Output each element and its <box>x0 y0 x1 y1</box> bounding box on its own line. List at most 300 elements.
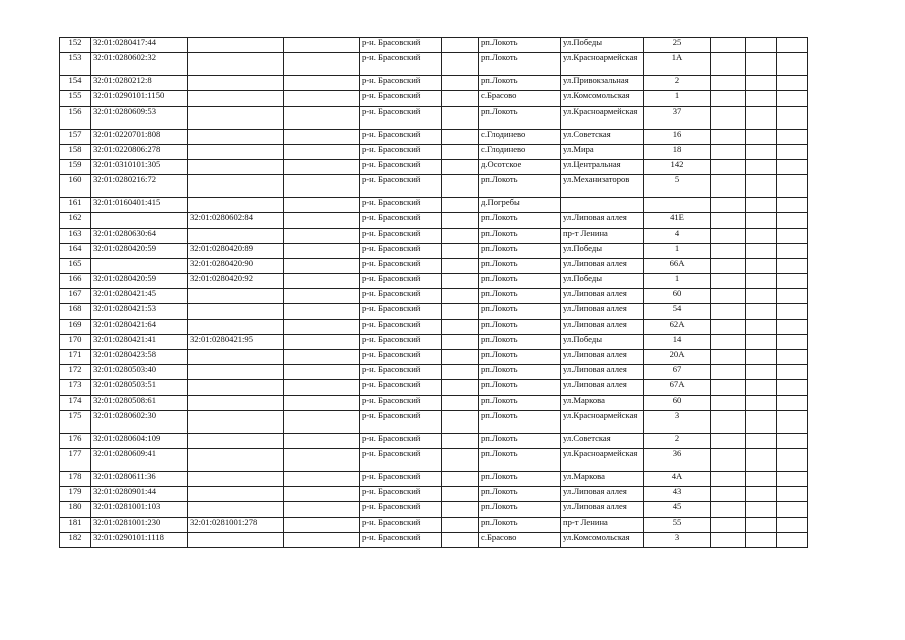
empty-cell <box>777 289 808 304</box>
cadastral-number: 32:01:0280216:72 <box>91 175 188 198</box>
cadastral-number: 32:01:0280604:109 <box>91 433 188 448</box>
cadastral-number-2 <box>188 106 284 129</box>
row-number: 154 <box>60 76 91 91</box>
row-number: 168 <box>60 304 91 319</box>
empty-cell <box>711 433 746 448</box>
street-cell: ул.Липовая аллея <box>561 380 644 395</box>
cadastral-number: 32:01:0280421:45 <box>91 289 188 304</box>
table-row <box>60 471 808 486</box>
district-cell: р-н. Брасовский <box>360 198 442 213</box>
empty-cell <box>442 129 479 144</box>
row-number: 171 <box>60 350 91 365</box>
street-cell: ул.Красноармейская <box>561 53 644 76</box>
empty-cell <box>442 289 479 304</box>
cadastral-number-2: 32:01:0281001:278 <box>188 517 284 532</box>
empty-cell <box>442 53 479 76</box>
empty-cell <box>711 144 746 159</box>
empty-cell <box>746 410 777 433</box>
empty-cell <box>711 448 746 471</box>
table-row <box>60 274 808 289</box>
cadastral-number-2: 32:01:0280420:89 <box>188 243 284 258</box>
empty-cell <box>777 365 808 380</box>
empty-cell <box>777 198 808 213</box>
table-row <box>60 175 808 198</box>
table-row <box>60 258 808 273</box>
empty-cell <box>777 76 808 91</box>
table-row <box>60 380 808 395</box>
street-cell: ул.Комсомольская <box>561 532 644 547</box>
cadastral-number: 32:01:0280609:53 <box>91 106 188 129</box>
table-row <box>60 395 808 410</box>
cadastral-number: 32:01:0280503:51 <box>91 380 188 395</box>
empty-cell <box>746 159 777 174</box>
table-row <box>60 91 808 106</box>
empty-cell <box>777 258 808 273</box>
house-number: 66А <box>644 258 711 273</box>
locality-cell: рп.Локоть <box>479 471 561 486</box>
empty-cell <box>746 532 777 547</box>
cadastral-number: 32:01:0220806:278 <box>91 144 188 159</box>
locality-cell: д.Погребы <box>479 198 561 213</box>
house-number: 54 <box>644 304 711 319</box>
empty-cell <box>777 334 808 349</box>
cadastral-number: 32:01:0280420:59 <box>91 243 188 258</box>
empty-cell <box>746 243 777 258</box>
house-number: 41Е <box>644 213 711 228</box>
empty-cell <box>442 395 479 410</box>
empty-cell <box>711 289 746 304</box>
empty-cell <box>442 91 479 106</box>
cadastral-number: 32:01:0280421:41 <box>91 334 188 349</box>
empty-cell <box>746 76 777 91</box>
empty-cell <box>442 76 479 91</box>
empty-cell <box>284 289 360 304</box>
table-row <box>60 365 808 380</box>
empty-cell <box>711 159 746 174</box>
empty-cell <box>284 380 360 395</box>
empty-cell <box>746 350 777 365</box>
empty-cell <box>777 175 808 198</box>
empty-cell <box>777 433 808 448</box>
house-number: 4А <box>644 471 711 486</box>
cadastral-number: 32:01:0310101:305 <box>91 159 188 174</box>
empty-cell <box>284 274 360 289</box>
cadastral-number-2 <box>188 144 284 159</box>
empty-cell <box>284 159 360 174</box>
empty-cell <box>777 144 808 159</box>
cadastral-number-2 <box>188 532 284 547</box>
street-cell: пр-т Ленина <box>561 517 644 532</box>
empty-cell <box>711 350 746 365</box>
district-cell: р-н. Брасовский <box>360 487 442 502</box>
empty-cell <box>711 274 746 289</box>
locality-cell: с.Глодинево <box>479 144 561 159</box>
table-row <box>60 129 808 144</box>
table-row <box>60 159 808 174</box>
locality-cell: рп.Локоть <box>479 410 561 433</box>
house-number: 1А <box>644 53 711 76</box>
locality-cell: рп.Локоть <box>479 319 561 334</box>
empty-cell <box>442 410 479 433</box>
cadastral-number-2 <box>188 350 284 365</box>
empty-cell <box>711 532 746 547</box>
empty-cell <box>746 471 777 486</box>
district-cell: р-н. Брасовский <box>360 517 442 532</box>
row-number: 157 <box>60 129 91 144</box>
cadastral-number: 32:01:0280503:40 <box>91 365 188 380</box>
empty-cell <box>746 258 777 273</box>
cadastral-number-2 <box>188 53 284 76</box>
locality-cell: с.Брасово <box>479 532 561 547</box>
house-number: 3 <box>644 410 711 433</box>
row-number: 158 <box>60 144 91 159</box>
cadastral-number: 32:01:0280508:61 <box>91 395 188 410</box>
row-number: 170 <box>60 334 91 349</box>
empty-cell <box>746 448 777 471</box>
empty-cell <box>746 144 777 159</box>
empty-cell <box>711 334 746 349</box>
cadastral-number-2 <box>188 410 284 433</box>
cadastral-number: 32:01:0281001:230 <box>91 517 188 532</box>
locality-cell: рп.Локоть <box>479 274 561 289</box>
locality-cell: рп.Локоть <box>479 258 561 273</box>
table-row <box>60 334 808 349</box>
house-number: 1 <box>644 91 711 106</box>
empty-cell <box>284 319 360 334</box>
empty-cell <box>442 487 479 502</box>
locality-cell: рп.Локоть <box>479 517 561 532</box>
cadastral-number-2 <box>188 198 284 213</box>
cadastral-number-2 <box>188 159 284 174</box>
house-number: 67 <box>644 365 711 380</box>
empty-cell <box>746 91 777 106</box>
district-cell: р-н. Брасовский <box>360 433 442 448</box>
cadastral-number-2 <box>188 228 284 243</box>
empty-cell <box>777 304 808 319</box>
empty-cell <box>746 502 777 517</box>
cadastral-number: 32:01:0280421:53 <box>91 304 188 319</box>
district-cell: р-н. Брасовский <box>360 228 442 243</box>
empty-cell <box>777 487 808 502</box>
locality-cell: с.Брасово <box>479 91 561 106</box>
empty-cell <box>442 258 479 273</box>
empty-cell <box>777 53 808 76</box>
locality-cell: с.Глодинево <box>479 129 561 144</box>
street-cell: ул.Механизаторов <box>561 175 644 198</box>
house-number: 2 <box>644 76 711 91</box>
empty-cell <box>284 106 360 129</box>
empty-cell <box>711 38 746 53</box>
empty-cell <box>746 334 777 349</box>
table-row <box>60 106 808 129</box>
table-row <box>60 487 808 502</box>
empty-cell <box>284 258 360 273</box>
row-number: 160 <box>60 175 91 198</box>
district-cell: р-н. Брасовский <box>360 53 442 76</box>
empty-cell <box>777 159 808 174</box>
street-cell: ул.Липовая аллея <box>561 319 644 334</box>
street-cell: ул.Красноармейская <box>561 410 644 433</box>
locality-cell: рп.Локоть <box>479 38 561 53</box>
empty-cell <box>442 228 479 243</box>
cadastral-number-2 <box>188 365 284 380</box>
street-cell: ул.Советская <box>561 129 644 144</box>
empty-cell <box>746 129 777 144</box>
street-cell: ул.Липовая аллея <box>561 350 644 365</box>
empty-cell <box>284 76 360 91</box>
locality-cell: рп.Локоть <box>479 380 561 395</box>
district-cell: р-н. Брасовский <box>360 243 442 258</box>
empty-cell <box>777 319 808 334</box>
empty-cell <box>442 213 479 228</box>
table-row <box>60 213 808 228</box>
empty-cell <box>711 76 746 91</box>
house-number: 142 <box>644 159 711 174</box>
empty-cell <box>284 38 360 53</box>
empty-cell <box>284 175 360 198</box>
street-cell: ул.Советская <box>561 433 644 448</box>
house-number: 5 <box>644 175 711 198</box>
district-cell: р-н. Брасовский <box>360 395 442 410</box>
empty-cell <box>284 350 360 365</box>
house-number: 67А <box>644 380 711 395</box>
street-cell: ул.Липовая аллея <box>561 304 644 319</box>
empty-cell <box>777 471 808 486</box>
table-row <box>60 289 808 304</box>
row-number: 177 <box>60 448 91 471</box>
row-number: 166 <box>60 274 91 289</box>
row-number: 175 <box>60 410 91 433</box>
empty-cell <box>284 365 360 380</box>
cadastral-number: 32:01:0280609:41 <box>91 448 188 471</box>
cadastral-number: 32:01:0280602:30 <box>91 410 188 433</box>
empty-cell <box>711 243 746 258</box>
house-number: 20А <box>644 350 711 365</box>
row-number: 167 <box>60 289 91 304</box>
empty-cell <box>746 304 777 319</box>
empty-cell <box>442 350 479 365</box>
district-cell: р-н. Брасовский <box>360 258 442 273</box>
table-row <box>60 319 808 334</box>
street-cell <box>561 198 644 213</box>
empty-cell <box>442 159 479 174</box>
empty-cell <box>711 395 746 410</box>
street-cell: ул.Комсомольская <box>561 91 644 106</box>
empty-cell <box>442 304 479 319</box>
locality-cell: рп.Локоть <box>479 53 561 76</box>
empty-cell <box>442 319 479 334</box>
empty-cell <box>777 410 808 433</box>
cadastral-number-2 <box>188 380 284 395</box>
empty-cell <box>746 487 777 502</box>
table-body <box>60 38 808 548</box>
table-row <box>60 433 808 448</box>
house-number: 1 <box>644 243 711 258</box>
empty-cell <box>284 395 360 410</box>
row-number: 182 <box>60 532 91 547</box>
empty-cell <box>777 129 808 144</box>
empty-cell <box>711 228 746 243</box>
row-number: 163 <box>60 228 91 243</box>
cadastral-number: 32:01:0280602:32 <box>91 53 188 76</box>
cadastral-number: 32:01:0280420:59 <box>91 274 188 289</box>
empty-cell <box>442 448 479 471</box>
empty-cell <box>442 198 479 213</box>
cadastral-number <box>91 258 188 273</box>
empty-cell <box>746 38 777 53</box>
cadastral-number <box>91 213 188 228</box>
street-cell: ул.Мира <box>561 144 644 159</box>
empty-cell <box>777 502 808 517</box>
district-cell: р-н. Брасовский <box>360 159 442 174</box>
empty-cell <box>711 129 746 144</box>
empty-cell <box>284 53 360 76</box>
empty-cell <box>746 433 777 448</box>
row-number: 155 <box>60 91 91 106</box>
empty-cell <box>711 502 746 517</box>
street-cell: ул.Липовая аллея <box>561 365 644 380</box>
cadastral-number-2: 32:01:0280602:84 <box>188 213 284 228</box>
empty-cell <box>746 289 777 304</box>
district-cell: р-н. Брасовский <box>360 213 442 228</box>
empty-cell <box>284 228 360 243</box>
empty-cell <box>711 380 746 395</box>
district-cell: р-н. Брасовский <box>360 289 442 304</box>
table-row <box>60 304 808 319</box>
street-cell: ул.Маркова <box>561 471 644 486</box>
row-number: 178 <box>60 471 91 486</box>
empty-cell <box>711 487 746 502</box>
locality-cell: рп.Локоть <box>479 334 561 349</box>
empty-cell <box>711 517 746 532</box>
row-number: 180 <box>60 502 91 517</box>
locality-cell: рп.Локоть <box>479 289 561 304</box>
table-row <box>60 517 808 532</box>
empty-cell <box>442 38 479 53</box>
locality-cell: рп.Локоть <box>479 106 561 129</box>
table-row <box>60 410 808 433</box>
empty-cell <box>711 258 746 273</box>
cadastral-number-2 <box>188 433 284 448</box>
empty-cell <box>777 106 808 129</box>
cadastral-number-2 <box>188 38 284 53</box>
cadastral-number-2: 32:01:0280420:90 <box>188 258 284 273</box>
district-cell: р-н. Брасовский <box>360 144 442 159</box>
table-row <box>60 53 808 76</box>
empty-cell <box>711 53 746 76</box>
cadastral-number: 32:01:0280611:36 <box>91 471 188 486</box>
row-number: 181 <box>60 517 91 532</box>
district-cell: р-н. Брасовский <box>360 532 442 547</box>
empty-cell <box>711 213 746 228</box>
house-number: 60 <box>644 289 711 304</box>
cadastral-number: 32:01:0280630:64 <box>91 228 188 243</box>
empty-cell <box>442 106 479 129</box>
cadastral-number-2 <box>188 175 284 198</box>
house-number: 2 <box>644 433 711 448</box>
empty-cell <box>442 274 479 289</box>
cadastral-number-2 <box>188 502 284 517</box>
empty-cell <box>284 487 360 502</box>
empty-cell <box>711 319 746 334</box>
table-row <box>60 228 808 243</box>
empty-cell <box>777 350 808 365</box>
row-number: 174 <box>60 395 91 410</box>
house-number: 14 <box>644 334 711 349</box>
house-number: 16 <box>644 129 711 144</box>
empty-cell <box>711 91 746 106</box>
cadastral-number: 32:01:0160401:415 <box>91 198 188 213</box>
street-cell: ул.Маркова <box>561 395 644 410</box>
street-cell: ул.Липовая аллея <box>561 487 644 502</box>
street-cell: пр-т Ленина <box>561 228 644 243</box>
locality-cell: рп.Локоть <box>479 350 561 365</box>
row-number: 176 <box>60 433 91 448</box>
table-row <box>60 38 808 53</box>
street-cell: ул.Победы <box>561 334 644 349</box>
empty-cell <box>711 365 746 380</box>
row-number: 159 <box>60 159 91 174</box>
empty-cell <box>711 304 746 319</box>
empty-cell <box>746 365 777 380</box>
cadastral-number-2 <box>188 471 284 486</box>
district-cell: р-н. Брасовский <box>360 304 442 319</box>
cadastral-number-2 <box>188 129 284 144</box>
district-cell: р-н. Брасовский <box>360 106 442 129</box>
table-row <box>60 76 808 91</box>
street-cell: ул.Красноармейская <box>561 106 644 129</box>
house-number: 1 <box>644 274 711 289</box>
cadastral-number-2 <box>188 448 284 471</box>
house-number: 4 <box>644 228 711 243</box>
locality-cell: рп.Локоть <box>479 76 561 91</box>
cadastral-table <box>59 37 808 548</box>
empty-cell <box>284 448 360 471</box>
cadastral-number: 32:01:0290101:1118 <box>91 532 188 547</box>
district-cell: р-н. Брасовский <box>360 365 442 380</box>
empty-cell <box>777 38 808 53</box>
district-cell: р-н. Брасовский <box>360 175 442 198</box>
street-cell: ул.Победы <box>561 38 644 53</box>
row-number: 161 <box>60 198 91 213</box>
empty-cell <box>746 274 777 289</box>
empty-cell <box>777 243 808 258</box>
district-cell: р-н. Брасовский <box>360 334 442 349</box>
locality-cell: рп.Локоть <box>479 175 561 198</box>
row-number: 173 <box>60 380 91 395</box>
district-cell: р-н. Брасовский <box>360 350 442 365</box>
district-cell: р-н. Брасовский <box>360 91 442 106</box>
street-cell: ул.Липовая аллея <box>561 258 644 273</box>
empty-cell <box>284 213 360 228</box>
locality-cell: рп.Локоть <box>479 228 561 243</box>
empty-cell <box>711 410 746 433</box>
street-cell: ул.Центральная <box>561 159 644 174</box>
empty-cell <box>777 274 808 289</box>
empty-cell <box>442 502 479 517</box>
empty-cell <box>284 129 360 144</box>
empty-cell <box>442 471 479 486</box>
empty-cell <box>711 106 746 129</box>
empty-cell <box>777 395 808 410</box>
cadastral-number-2: 32:01:0280420:92 <box>188 274 284 289</box>
house-number: 45 <box>644 502 711 517</box>
empty-cell <box>777 91 808 106</box>
locality-cell: рп.Локоть <box>479 395 561 410</box>
table-row <box>60 502 808 517</box>
district-cell: р-н. Брасовский <box>360 319 442 334</box>
house-number <box>644 198 711 213</box>
